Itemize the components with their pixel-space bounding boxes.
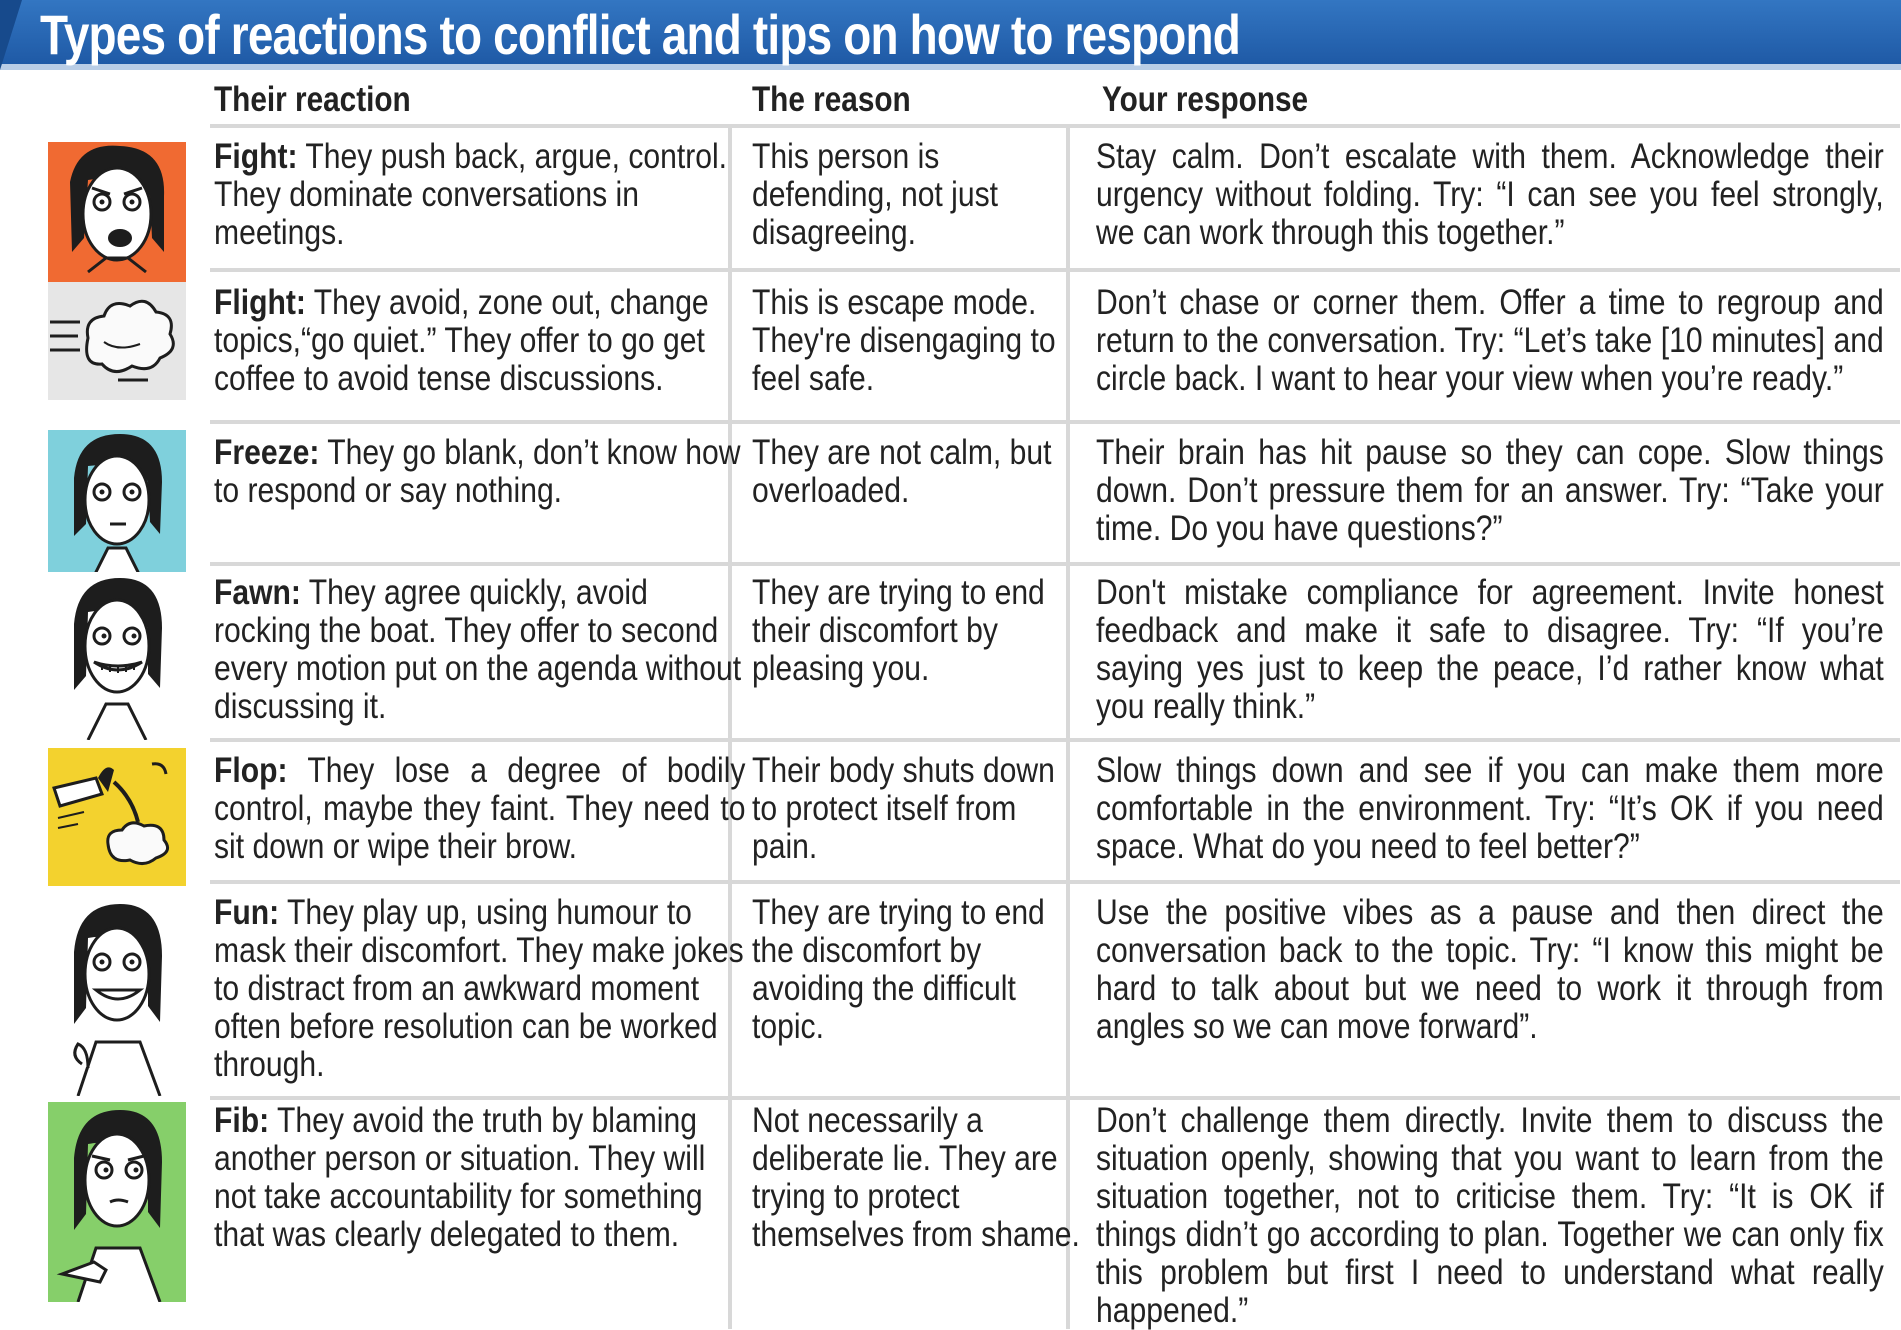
response-cell: Don’t challenge them directly. Invite them to discuss the situation openly, showing that you want to learn from the situation together, not to criticise them. Try: “It is OK if things didn’t go according to plan. Together we can only fix this problem but first I need to understand what really happened.” <box>1096 1101 1884 1330</box>
grinning-face-icon <box>48 572 186 740</box>
reaction-cell: Flight: They avoid, zone out, change topics,“go quiet.” They offer to go get coffee to avoid tense discussions. <box>214 283 709 398</box>
reason-cell: This is escape mode. They're disengaging to feel safe. <box>752 283 1056 398</box>
title-banner <box>0 0 1901 70</box>
reaction-cell: Fib: They avoid the truth by blaming another person or situation. They will not take accountability for something that was clearly delegated to them. <box>214 1101 706 1254</box>
response-cell: Their brain has hit pause so they can cope. Slow things down. Don’t pressure them for an answer. Try: “Take your time. Do you have questions?” <box>1096 433 1884 548</box>
response-cell: Don’t chase or corner them. Offer a time to regroup and return to the conversation. Try: “Let’s take [10 minutes] and circle back. I want to hear your view when you’re ready.” <box>1096 283 1884 398</box>
dust-cloud-icon <box>48 282 186 400</box>
header-response: Your response <box>1102 80 1309 119</box>
angry-face-icon <box>48 142 186 288</box>
row-divider <box>210 420 1900 424</box>
header-reaction: Their reaction <box>214 80 411 119</box>
reaction-cell: Fawn: They agree quickly, avoid rocking the boat. They offer to second every motion put on the agenda without discussing it. <box>214 573 742 726</box>
response-cell: Slow things down and see if you can make them more comfortable in the environment. Try: “It’s OK if you need space. What do you need to feel better?” <box>1096 751 1884 866</box>
page-title: Types of reactions to conflict and tips on how to respond <box>40 3 1240 66</box>
falling-figure-icon <box>48 748 186 886</box>
reason-cell: They are trying to end their discomfort by pleasing you. <box>752 573 1045 688</box>
response-cell: Use the positive vibes as a pause and then direct the conversation back to the topic. Try: “I know this might be hard to talk about but we need to work it through from angles so we can move forward”. <box>1096 893 1884 1046</box>
row-divider <box>210 268 1900 272</box>
row-divider <box>210 738 1900 742</box>
row-divider <box>210 880 1900 884</box>
response-cell: Don't mistake compliance for agreement. Invite honest feedback and make it safe to disagree. Try: “If you’re saying yes just to keep the peace, I’d rather know what you really think.” <box>1096 573 1884 726</box>
reactions-table <box>0 74 1901 1329</box>
response-cell: Stay calm. Don’t escalate with them. Acknowledge their urgency without folding. Try: “I can see you feel strongly, we can work through this together.” <box>1096 137 1884 252</box>
pointing-face-icon <box>48 1102 186 1302</box>
reason-cell: Not necessarily a deliberate lie. They are trying to protect themselves from shame. <box>752 1101 1080 1254</box>
blank-face-icon <box>48 430 186 576</box>
header-reason: The reason <box>752 80 911 119</box>
reaction-cell: Flop: They lose a degree of bodily control, maybe they faint. They need to sit down or wipe their brow. <box>214 751 746 866</box>
row-divider <box>210 1096 1900 1100</box>
reaction-cell: Freeze: They go blank, don’t know how to respond or say nothing. <box>214 433 741 510</box>
row-divider <box>210 562 1900 566</box>
reaction-cell: Fun: They play up, using humour to mask their discomfort. They make jokes to distract from an awkward moment often before resolution can be worked through. <box>214 893 744 1084</box>
reason-cell: This person is defending, not just disagreeing. <box>752 137 999 252</box>
header-divider <box>210 124 1900 128</box>
reason-cell: They are trying to end the discomfort by avoiding the difficult topic. <box>752 893 1045 1046</box>
reaction-cell: Fight: They push back, argue, control. They dominate conversations in meetings. <box>214 137 728 252</box>
laughing-face-icon <box>48 896 186 1096</box>
reason-cell: They are not calm, but overloaded. <box>752 433 1052 510</box>
reason-cell: Their body shuts down to protect itself from pain. <box>752 751 1055 866</box>
